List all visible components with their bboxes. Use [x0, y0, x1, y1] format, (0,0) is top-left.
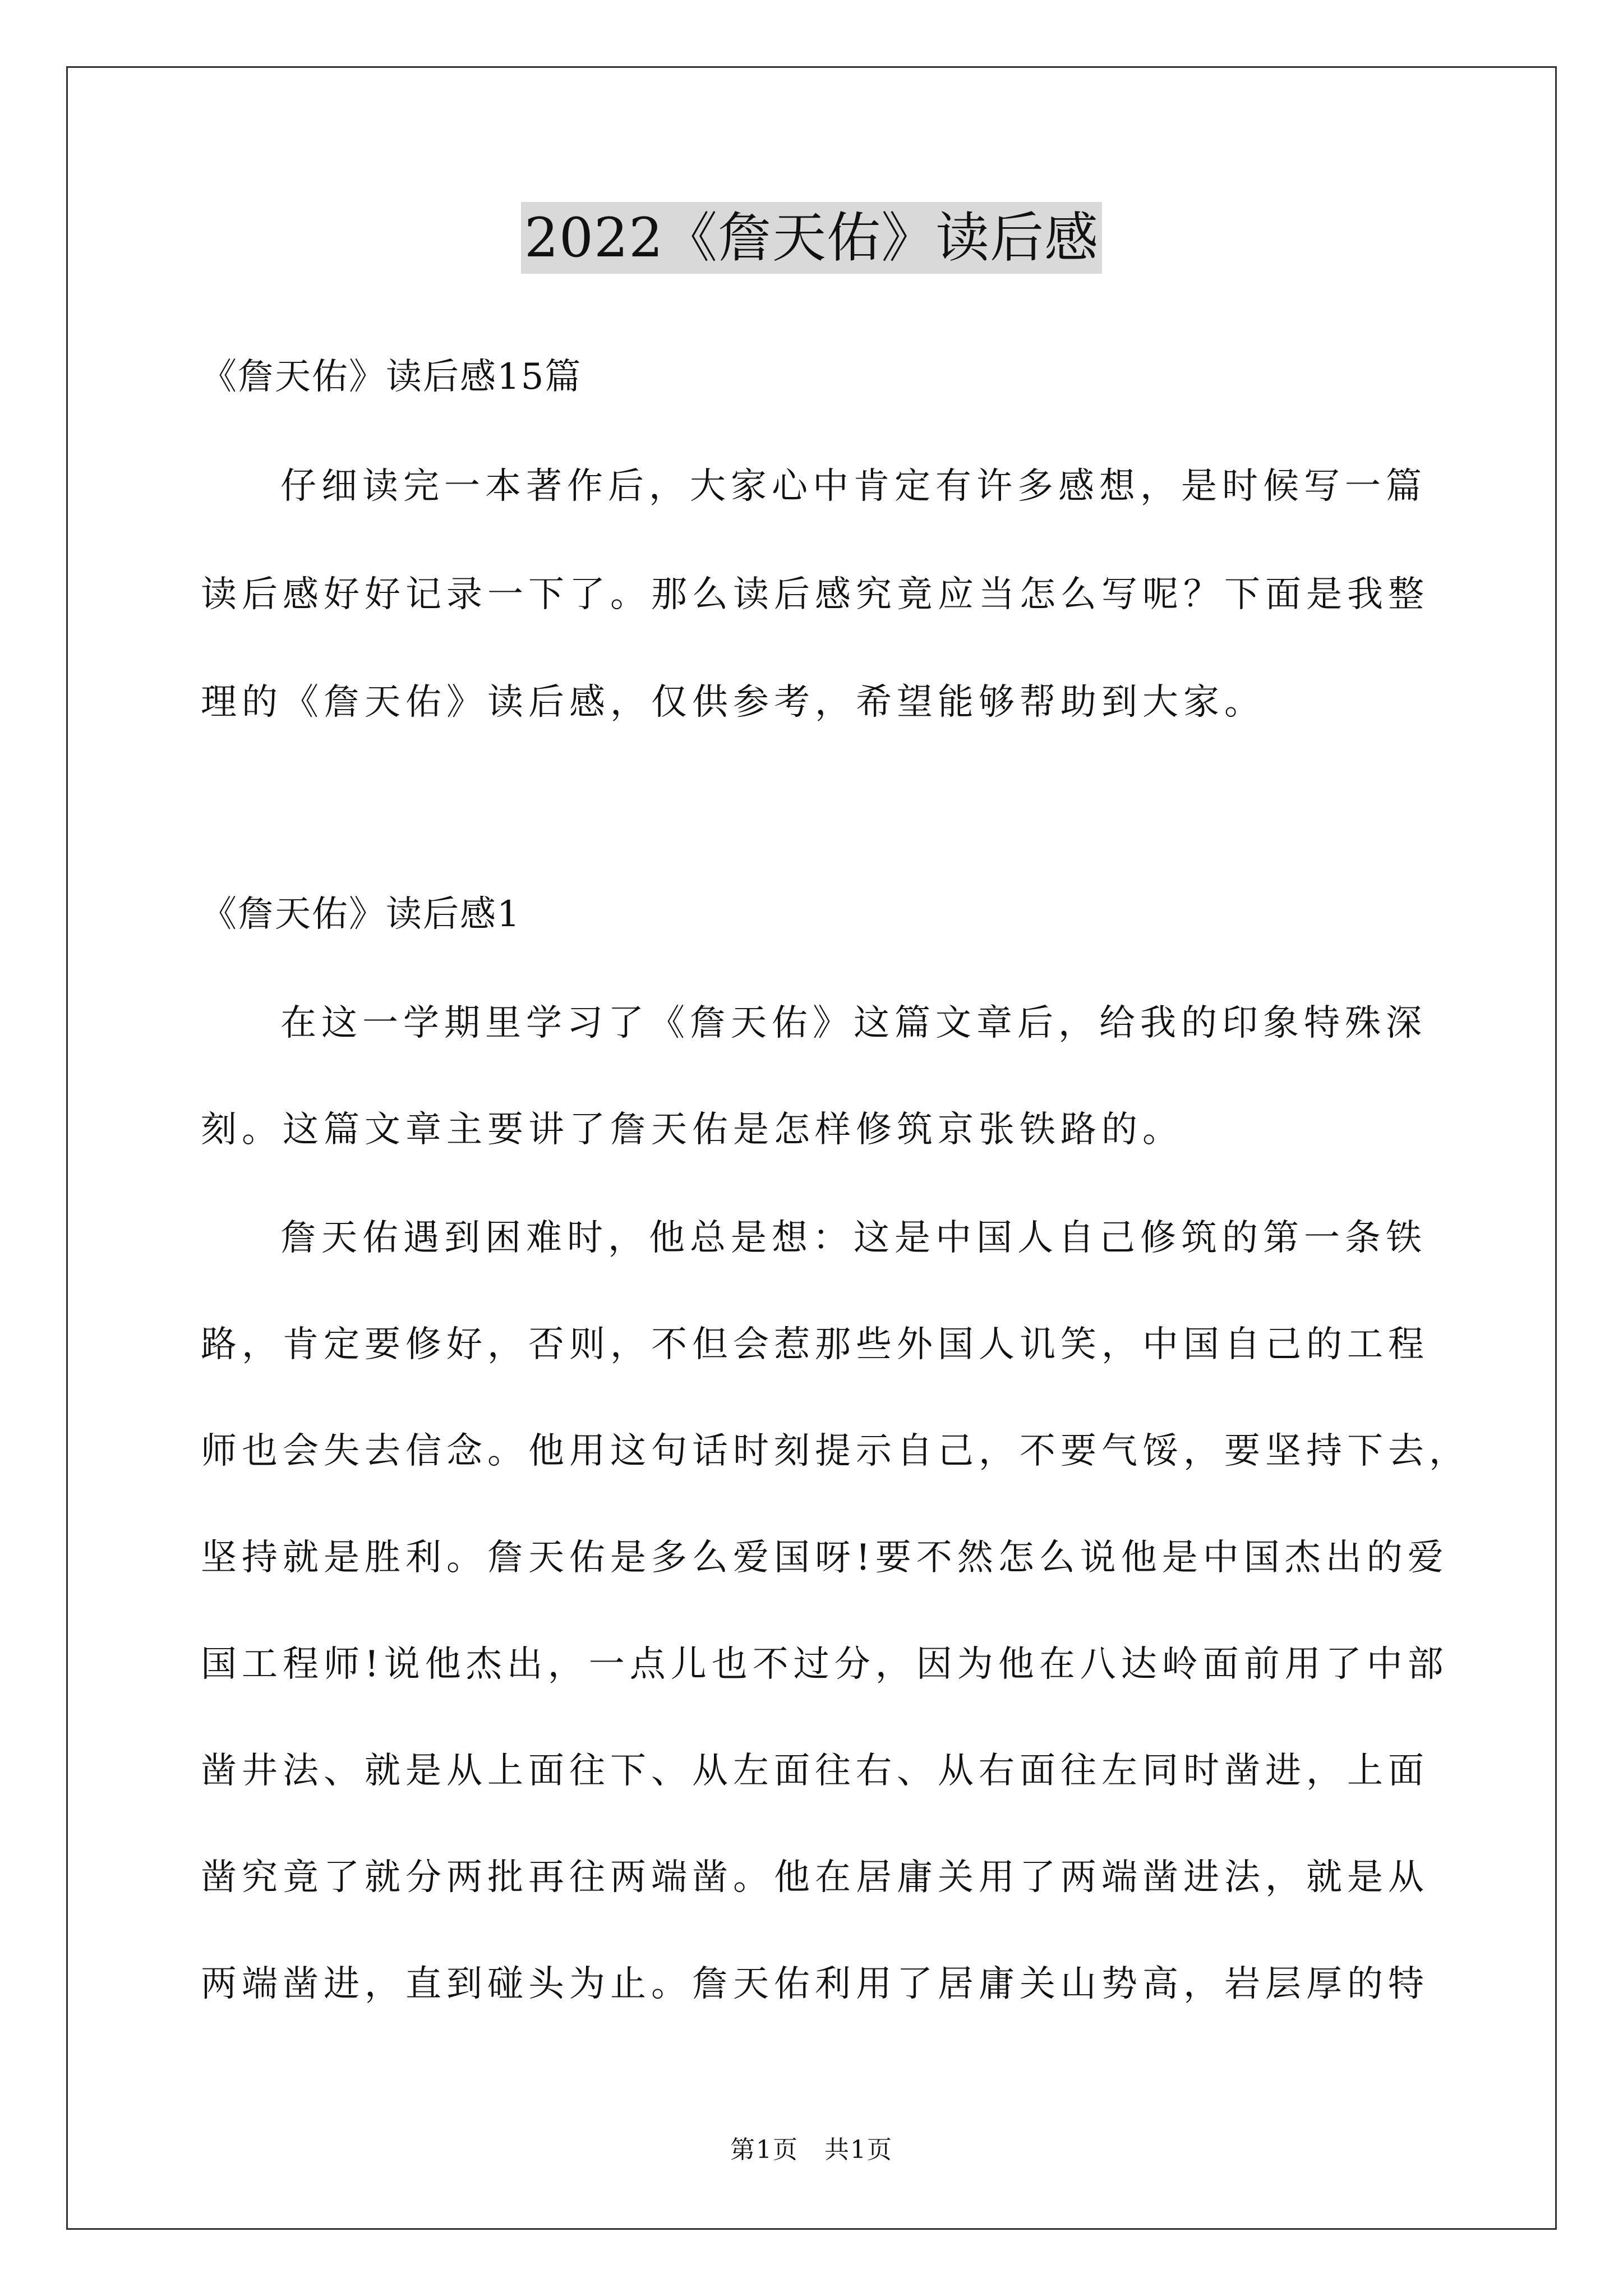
paragraph2-line-2: 路，肯定要修好，否则，不但会惹那些外国人讥笑，中国自己的工程 — [201, 1324, 1429, 1365]
paragraph2-line-4: 坚持就是胜利。詹天佑是多么爱国呀!要不然怎么说他是中国杰出的爱 — [201, 1537, 1449, 1579]
section-heading: 《詹天佑》读后感1 — [201, 894, 521, 935]
paragraph2-line-5: 国工程师!说他杰出，一点儿也不过分，因为他在八达岭面前用了中部 — [201, 1644, 1449, 1685]
paragraph2-line-8: 两端凿进，直到碰头为止。詹天佑利用了居庸关山势高，岩层厚的特 — [201, 1963, 1429, 2005]
paragraph2-line-3: 师也会失去信念。他用这句话时刻提示自己，不要气馁，要坚持下去， — [201, 1430, 1470, 1472]
intro-line-3: 理的《詹天佑》读后感，仅供参考，希望能够帮助到大家。 — [201, 682, 1265, 723]
paragraph1-line-2: 刻。这篇文章主要讲了詹天佑是怎样修筑京张铁路的。 — [201, 1109, 1183, 1151]
page-footer: 第1页 共1页 — [730, 2136, 893, 2164]
document-subtitle: 《詹天佑》读后感15篇 — [201, 356, 582, 398]
paragraph2-line-7: 凿究竟了就分两批再往两端凿。他在居庸关用了两端凿进法，就是从 — [201, 1857, 1429, 1898]
title-container — [0, 202, 1623, 274]
paragraph1-line-1: 在这一学期里学习了《詹天佑》这篇文章后，给我的印象特殊深 — [280, 1002, 1427, 1044]
intro-line-2: 读后感好好记录一下了。那么读后感究竟应当怎么写呢？下面是我整 — [201, 574, 1429, 615]
document-title: 2022《詹天佑》读后感 — [521, 202, 1102, 274]
paragraph2-line-1: 詹天佑遇到困难时，他总是想：这是中国人自己修筑的第一条铁 — [280, 1217, 1427, 1259]
paragraph2-line-6: 凿井法、就是从上面往下、从左面往右、从右面往左同时凿进，上面 — [201, 1750, 1429, 1792]
intro-line-1: 仔细读完一本著作后，大家心中肯定有许多感想，是时候写一篇 — [280, 466, 1427, 507]
